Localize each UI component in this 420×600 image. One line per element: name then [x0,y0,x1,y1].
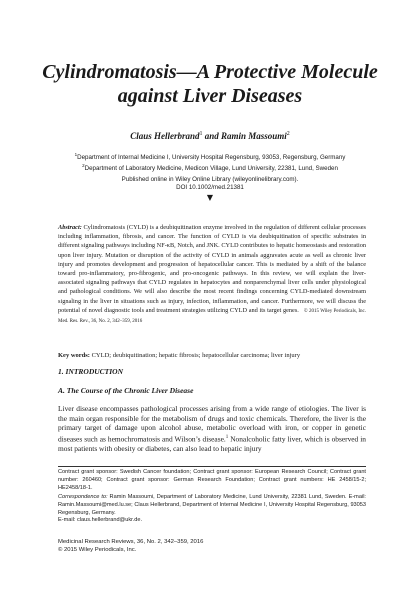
affiliation-line [30,151,390,162]
grant-footnote: Contract grant sponsor: Swedish Cancer foundation; Contract grant sponsor: European Research Council; Contract grant number: 260460; Contract grant sponsor: German Research Foundation; Contract grant numbers: HE 2458/15-2; HE2458/18-1. [58,469,366,491]
doi: DOI 10.1002/med.21381 [176,184,244,192]
article-title [30,60,390,108]
author-connector: and [202,131,221,141]
title-line-1: Cylindromatosis—A Protective Molecule [42,61,378,83]
author-list [30,131,390,141]
affiliation-text: Department of Laboratory Medicine, Medicon Village, Lund University, 22381, Lund, Sweden [84,165,338,173]
down-arrow-icon: ▼ [206,193,214,202]
affiliation-mark: 1 [74,152,78,157]
published-online: Published online in Wiley Online Library (wileyonlinelibrary.com). [121,176,299,183]
correspondence-footnote [58,494,366,525]
correspondence-email: E-mail: claus.hellerbrand@ukr.de. [58,517,143,524]
keywords-text: CYLD; deubiquitination; hepatic fibrosis; hepatocellular carcinoma; liver injury [89,352,301,359]
journal-citation: Medicinal Research Reviews, 36, No. 2, 342–359, 2016 [58,539,204,545]
abstract-text: Cylindromatosis (CYLD) is a deubiquitination enzyme involved in the regulation of different cellular processes including inflammation, fibrosis, and cancer. The function of CYLD is via deubiquitination of specific substrates in different signaling pathways including NF-κB, Notch, and JNK. CYLD contributes to hepatic homeostasis and restoration upon liver injury. Mutation or disruption of the activity of CYLD in animals aggravates acute as well as chronic liver injury and promotes development and progression of hepatocellular cancer. This is mediated by a shift of the balance toward pro-inflammatory, pro-fibrogenic, and pro-oncogenic pathways. In this review, we will explain the liver-associated signaling pathways that CYLD regulates in hepatocytes and nonparenchymal liver cells under physiological and pathological conditions. We will also describe the most recent findings concerning CYLD-mediated downstream signaling in the liver in situations such as injury, infection, inflammation, and cancer. Furthermore, we will discuss the potential of novel diagnostic tools and treatment strategies utilizing CYLD and its target genes. [58,224,366,314]
body-paragraph [58,404,366,453]
affiliation-mark: 2 [82,163,85,169]
keywords-label: Key words: [58,352,90,359]
author-name: Claus Hellerbrand [130,131,200,141]
citation-mark: 1 [225,434,229,440]
section-heading-introduction: 1. INTRODUCTION [58,367,124,376]
title-line-2: against Liver Diseases [117,85,303,107]
footnote-divider [58,466,366,467]
journal-footer [58,538,366,554]
journal-copyright: © 2015 Wiley Periodicals, Inc. [58,547,137,553]
affiliation-text: Department of Internal Medicine I, University Hospital Regensburg, 93053, Regensburg, Germany [77,154,346,162]
abstract [58,223,366,326]
abstract-label: Abstract: [58,224,82,231]
affiliations [30,151,390,174]
author-affiliation-mark: 2 [286,131,290,137]
correspondence-text: Ramin Massoumi, Department of Laboratory Medicine, Lund University, 22381 Lund, Sweden. E-mail: Ramin.Massoumi@med.lu.se; Claus Hellerbrand, Department of Internal Medicine I, University Hospital Regensburg, 93053 Regensburg, Germany. [58,494,366,516]
keywords [58,351,366,360]
author-affiliation-mark: 1 [199,131,203,137]
author-name: Ramin Massoumi [221,131,287,141]
affiliation-line [30,162,390,173]
subsection-heading: A. The Course of the Chronic Liver Disease [58,386,194,395]
body-text: Liver disease encompasses pathological processes arising from a wide range of etiologies. The liver is the main organ responsible for the metabolism of drugs and toxic chemicals. Therefore, the liver is the primary target of damage upon alcohol abuse, metabolic overload with iron, or copper in genetic diseases such as hemochromatosis and Wilson’s disease. [58,404,366,444]
abstract-copyright: © 2015 Wiley Periodicals, Inc. Med. Res. Rev., 36, No. 2, 342–359, 2016 [58,308,366,325]
correspondence-label: Correspondence to: [58,494,108,500]
publication-info [30,176,390,192]
body-text-continued: Nonalcoholic fatty liver, which is observed in most patients with obesity or diabetes, can also lead to hepatic injury [58,434,366,453]
